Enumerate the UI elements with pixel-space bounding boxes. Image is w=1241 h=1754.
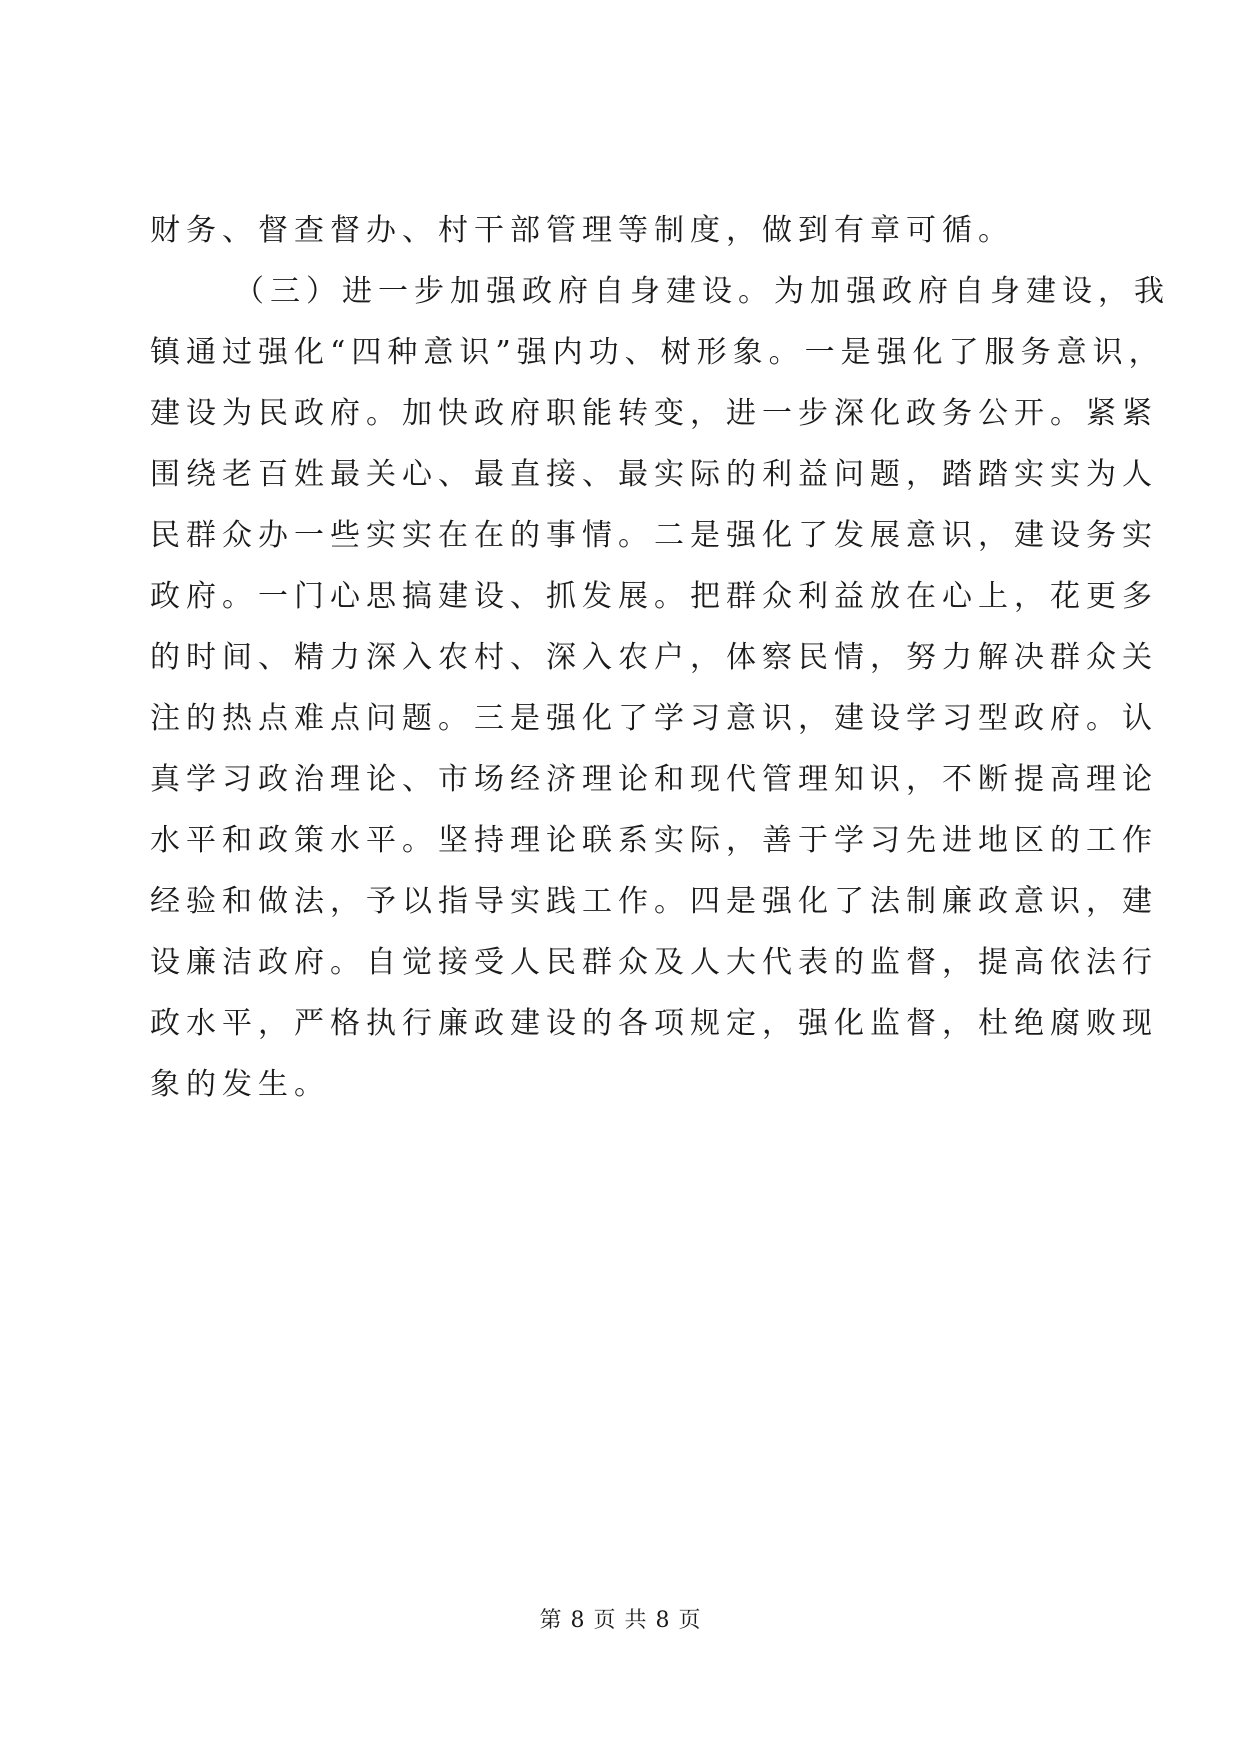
text-line: 财务、督查督办、村干部管理等制度，做到有章可循。 [150,213,1014,248]
text-line: 政府。一门心思搞建设、抓发展。把群众利益放在心上，花更多 [150,579,1158,614]
text-line: 的时间、精力深入农村、深入农户，体察民情，努力解决群众关 [150,640,1158,675]
page-number-label: 第 8 页 共 8 页 [539,1608,702,1633]
document-body [150,200,1170,1115]
text-line: 经验和做法，予以指导实践工作。四是强化了法制廉政意识，建 [150,884,1158,919]
text-line: 民群众办一些实实在在的事情。二是强化了发展意识，建设务实 [150,518,1158,553]
text-line: 象的发生。 [150,1067,330,1102]
text-line: 镇通过强化“四种意识”强内功、树形象。一是强化了服务意识， [150,335,1165,370]
page-footer [0,1606,1241,1636]
text-line: 注的热点难点问题。三是强化了学习意识，建设学习型政府。认 [150,701,1158,736]
text-line: 政水平，严格执行廉政建设的各项规定，强化监督，杜绝腐败现 [150,1006,1158,1041]
text-line: 设廉洁政府。自觉接受人民群众及人大代表的监督，提高依法行 [150,945,1158,980]
text-line: 建设为民政府。加快政府职能转变，进一步深化政务公开。紧紧 [150,396,1158,431]
text-line: 围绕老百姓最关心、最直接、最实际的利益问题，踏踏实实为人 [150,457,1158,492]
text-line: （三）进一步加强政府自身建设。为加强政府自身建设，我 [234,274,1170,309]
text-line: 真学习政治理论、市场经济理论和现代管理知识，不断提高理论 [150,762,1158,797]
text-line: 水平和政策水平。坚持理论联系实际，善于学习先进地区的工作 [150,823,1158,858]
